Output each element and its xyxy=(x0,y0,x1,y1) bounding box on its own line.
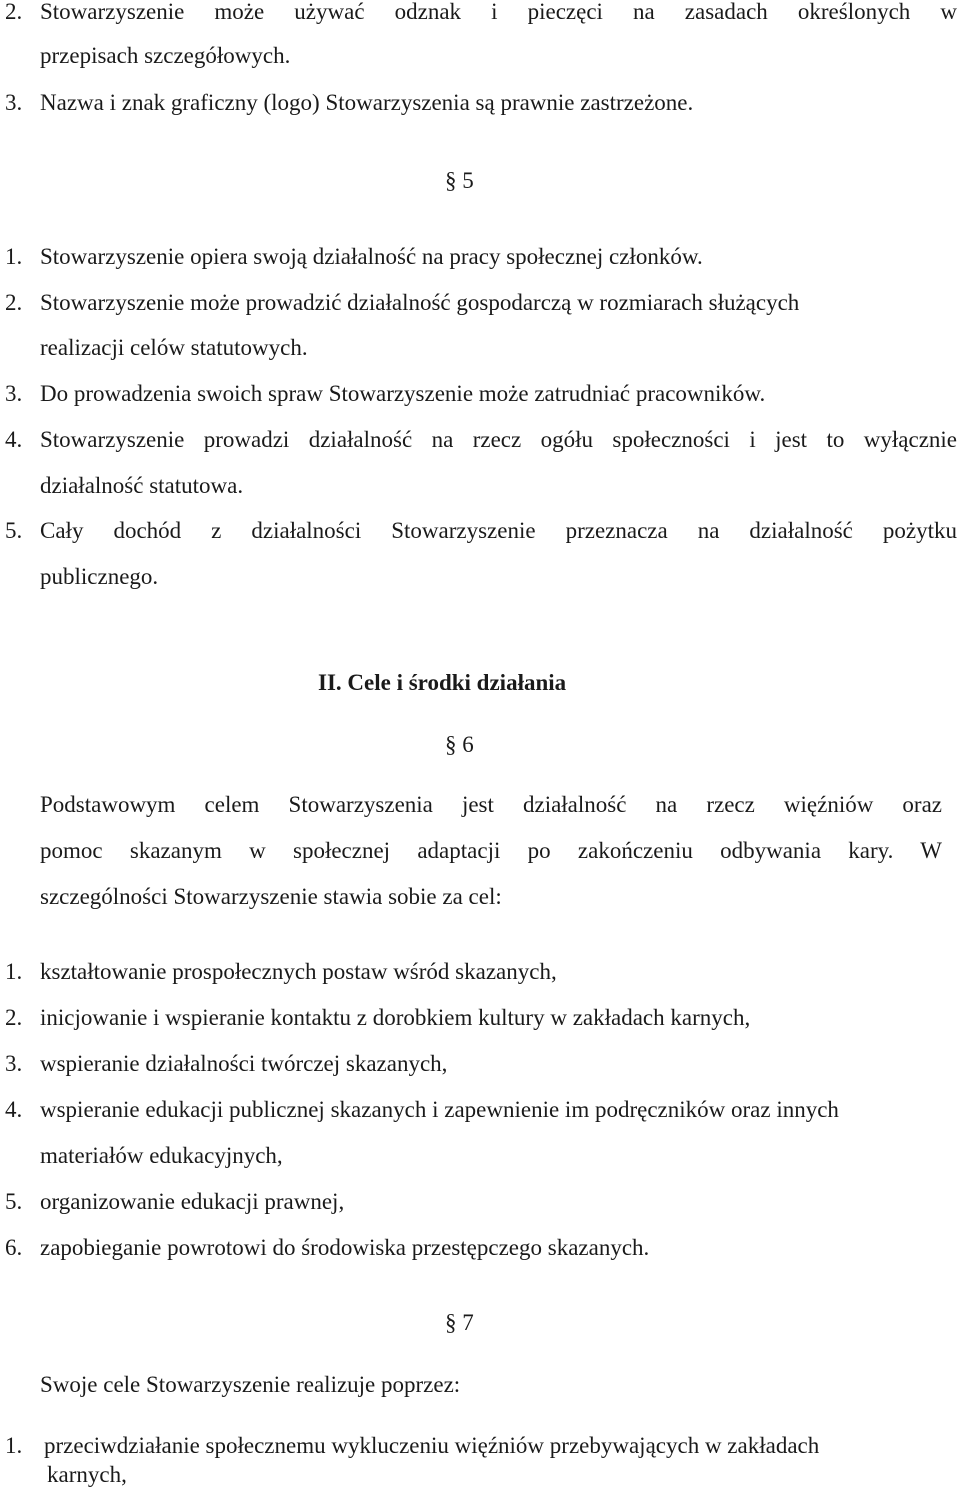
list-text-line: realizacji celów statutowych. xyxy=(40,335,308,360)
list-number: 6. xyxy=(5,1235,23,1260)
list-number: 4. xyxy=(5,427,23,452)
paragraph-number: § 5 xyxy=(445,168,474,193)
chapter-heading: II. Cele i środki działania xyxy=(318,670,567,695)
list-text-line: Stowarzyszenie może używać odznak i pieczęci na zasadach określonych w xyxy=(40,0,957,24)
list-number: 1. xyxy=(5,244,23,269)
list-text-line: Stowarzyszenie prowadzi działalność na rzecz ogółu społeczności i jest to wyłącznie xyxy=(40,427,957,452)
list-number: 1. xyxy=(5,1433,23,1458)
list-text-line: publicznego. xyxy=(40,564,159,589)
list-text-line: kształtowanie prospołecznych postaw wśród skazanych, xyxy=(40,959,557,984)
list-number: 5. xyxy=(5,518,23,543)
list-text-line: działalność statutowa. xyxy=(40,473,244,498)
list-text-line: Stowarzyszenie opiera swoją działalność na pracy społecznej członków. xyxy=(40,244,703,269)
list-text-line: Nazwa i znak graficzny (logo) Stowarzyszenia są prawnie zastrzeżone. xyxy=(40,90,694,115)
list-text-line: zapobieganie powrotowi do środowiska przestępczego skazanych. xyxy=(40,1235,650,1260)
list-text-line: przeciwdziałanie społecznemu wykluczeniu więźniów przebywających w zakładach xyxy=(44,1433,820,1458)
list-number: 3. xyxy=(5,381,23,406)
paragraph-line: Podstawowym celem Stowarzyszenia jest działalność na rzecz więźniów oraz xyxy=(40,792,942,817)
list-text-line: wspieranie działalności twórczej skazanych, xyxy=(40,1051,448,1076)
list-number: 2. xyxy=(5,0,23,24)
list-number: 2. xyxy=(5,290,23,315)
list-number: 3. xyxy=(5,90,23,115)
paragraph-line: pomoc skazanym w społecznej adaptacji po zakończeniu odbywania kary. W xyxy=(40,838,942,863)
list-text-line: Cały dochód z działalności Stowarzyszenie przeznacza na działalność pożytku xyxy=(40,518,957,543)
list-number: 3. xyxy=(5,1051,23,1076)
paragraph-number: § 7 xyxy=(445,1310,474,1335)
list-text-line: organizowanie edukacji prawnej, xyxy=(40,1189,345,1214)
list-number: 5. xyxy=(5,1189,23,1214)
paragraph-line: szczególności Stowarzyszenie stawia sobie za cel: xyxy=(40,884,502,909)
list-text-line: wspieranie edukacji publicznej skazanych i zapewnienie im podręczników oraz innych xyxy=(40,1097,839,1122)
list-text-line: Do prowadzenia swoich spraw Stowarzyszenie może zatrudniać pracowników. xyxy=(40,381,766,406)
list-text-line: materiałów edukacyjnych, xyxy=(40,1143,283,1168)
paragraph-line: Swoje cele Stowarzyszenie realizuje poprzez: xyxy=(40,1372,461,1397)
list-number: 2. xyxy=(5,1005,23,1030)
list-text-line: inicjowanie i wspieranie kontaktu z dorobkiem kultury w zakładach karnych, xyxy=(40,1005,751,1030)
list-text-line: Stowarzyszenie może prowadzić działalność gospodarczą w rozmiarach służących xyxy=(40,290,800,315)
paragraph-number: § 6 xyxy=(445,732,474,757)
list-text-line: karnych, xyxy=(47,1462,127,1487)
list-text-line: przepisach szczegółowych. xyxy=(40,43,291,68)
list-number: 4. xyxy=(5,1097,23,1122)
list-number: 1. xyxy=(5,959,23,984)
